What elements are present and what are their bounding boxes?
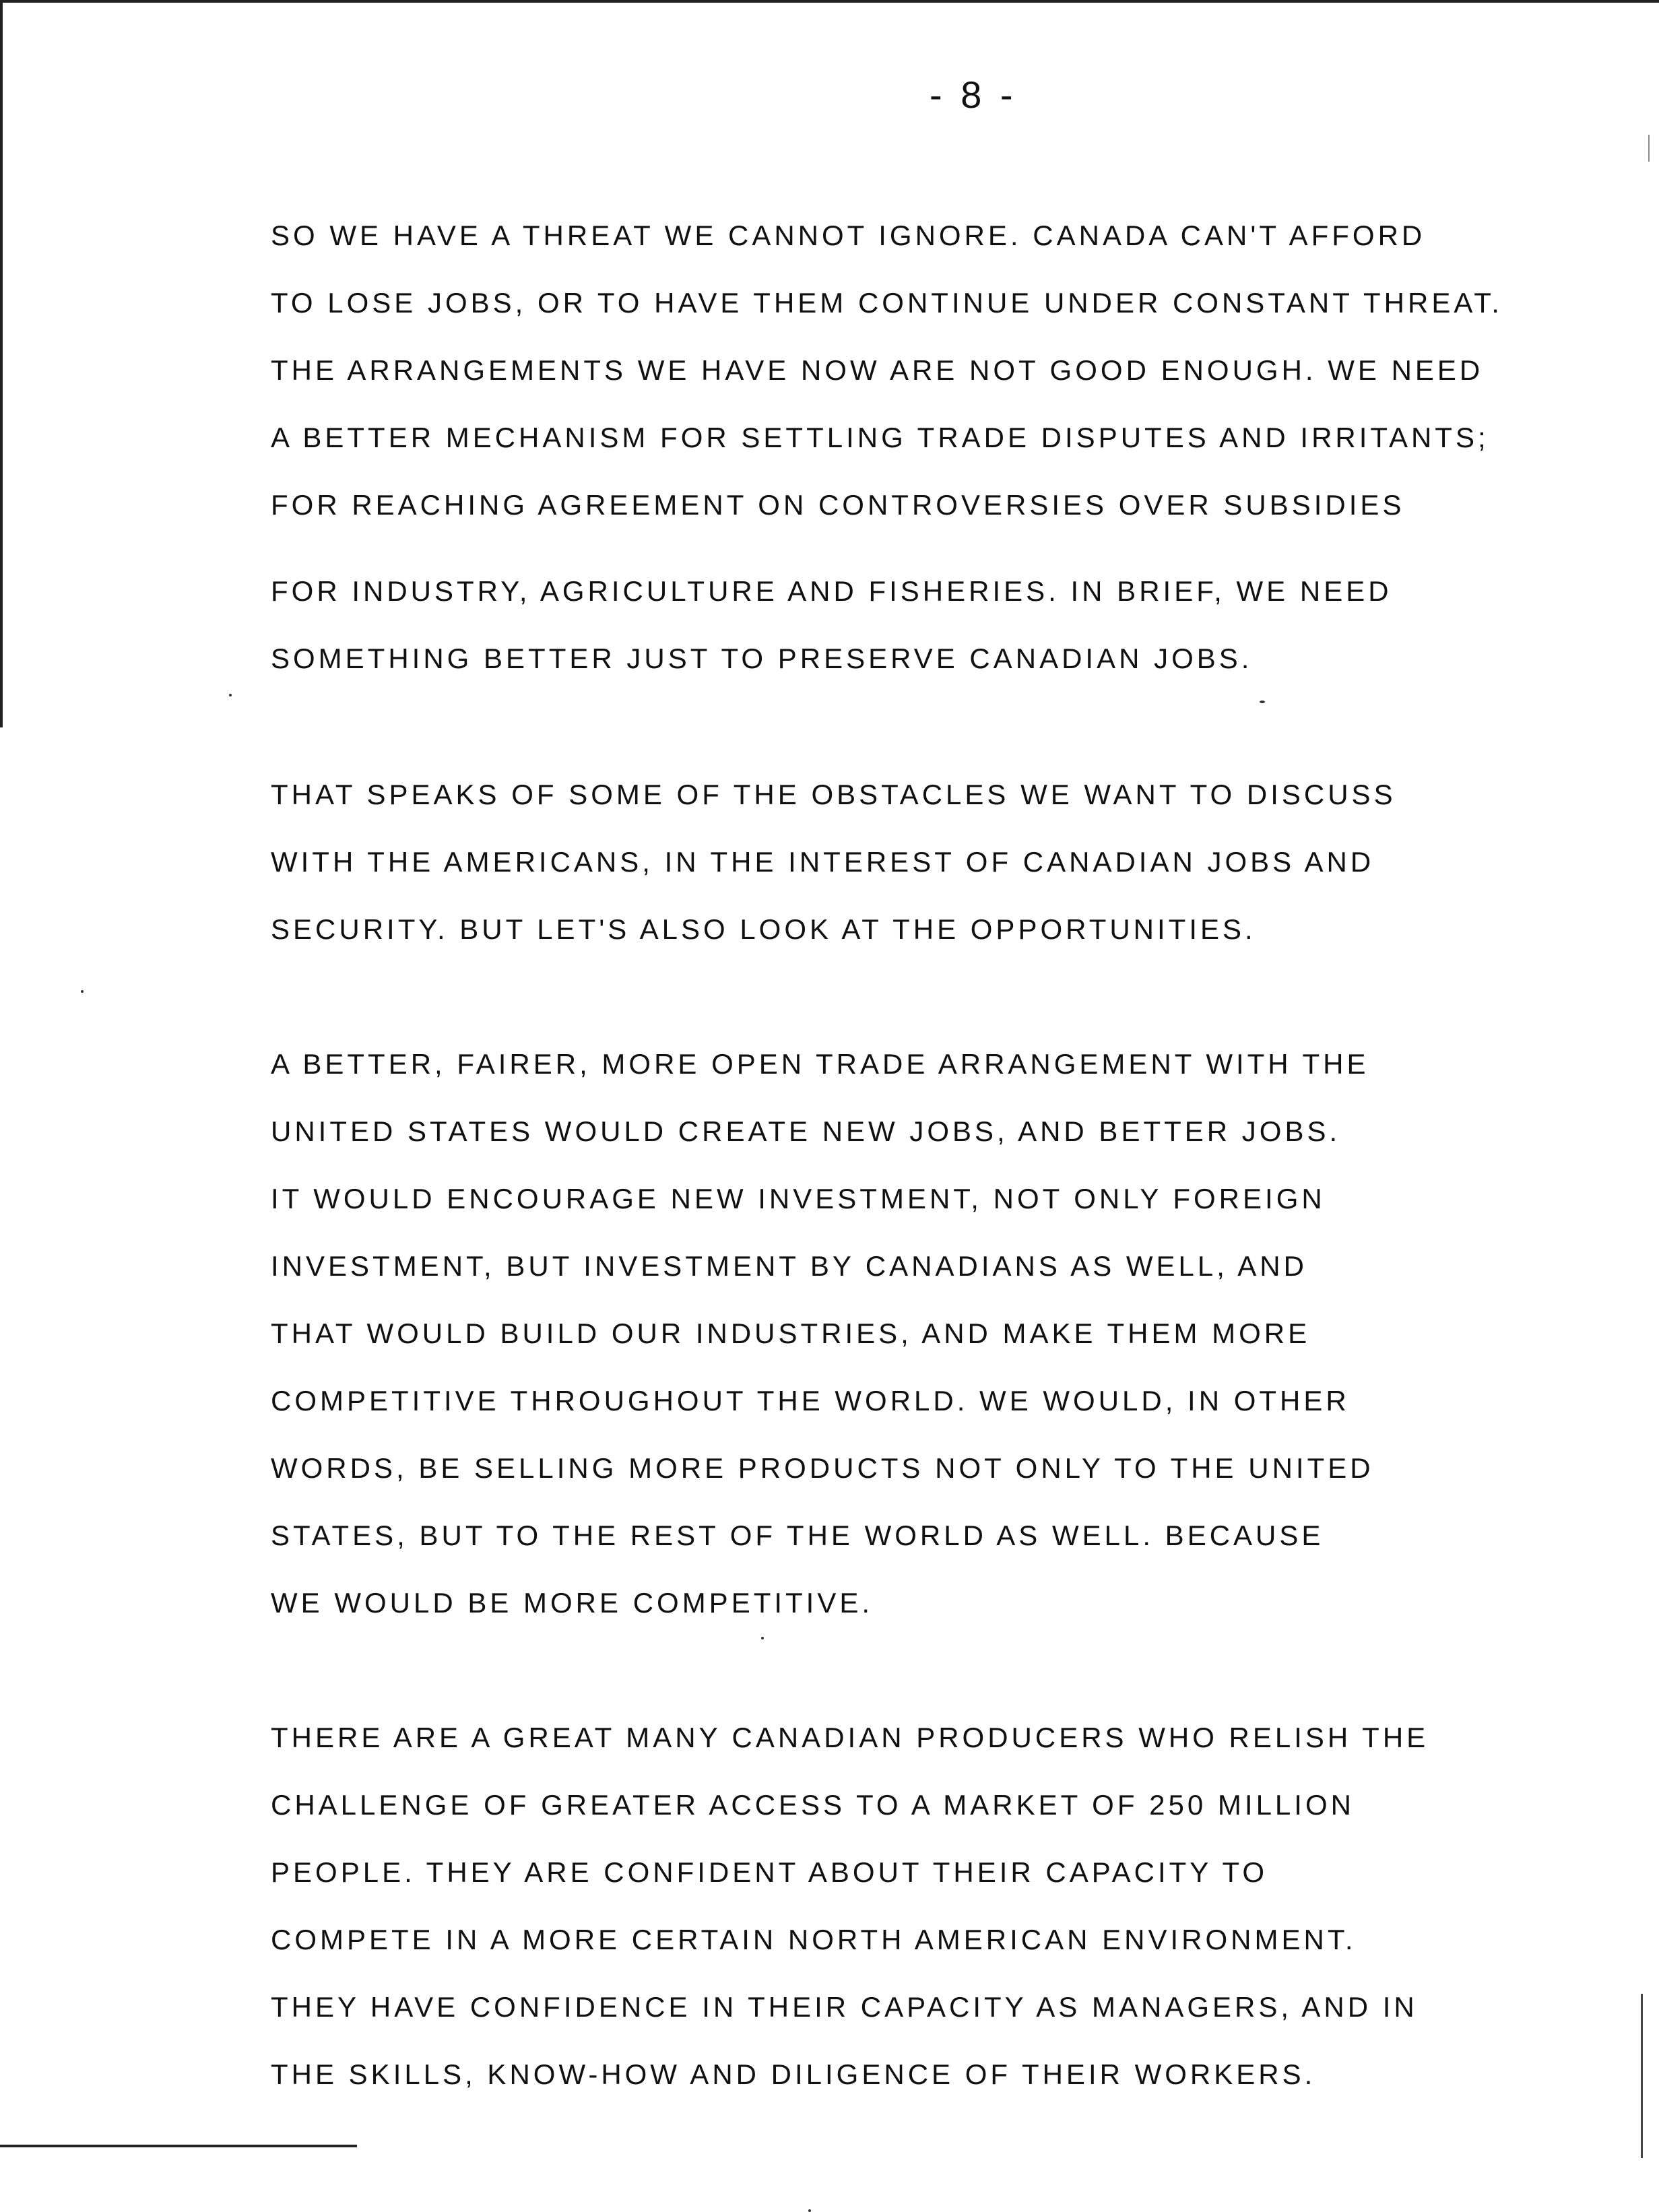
text-line: A BETTER, FAIRER, MORE OPEN TRADE ARRANGEMENT WITH THE [271,1048,1369,1080]
paragraph-threat [271,202,1551,692]
scan-speck [761,1637,764,1639]
scan-speck [1260,701,1265,703]
text-line: A BETTER MECHANISM FOR SETTLING TRADE DISPUTES AND IRRITANTS; [271,422,1489,453]
text-line: UNITED STATES WOULD CREATE NEW JOBS, AND BETTER JOBS. [271,1115,1341,1147]
text-line: INVESTMENT, BUT INVESTMENT BY CANADIANS AS WELL, AND [271,1250,1307,1282]
text-line: SECURITY. BUT LET'S ALSO LOOK AT THE OPPORTUNITIES. [271,913,1256,945]
text-line: COMPETITIVE THROUGHOUT THE WORLD. WE WOULD, IN OTHER [271,1385,1350,1417]
text-line: PEOPLE. THEY ARE CONFIDENT ABOUT THEIR CAPACITY TO [271,1856,1268,1888]
text-line: FOR REACHING AGREEMENT ON CONTROVERSIES OVER SUBSIDIES [271,489,1405,521]
scan-speck [229,694,232,696]
text-line: SOMETHING BETTER JUST TO PRESERVE CANADIAN JOBS. [271,643,1253,674]
text-line: CHALLENGE OF GREATER ACCESS TO A MARKET OF 250 MILLION [271,1789,1355,1821]
scan-edge-right [1641,1994,1643,2158]
text-line: THERE ARE A GREAT MANY CANADIAN PRODUCERS WHO RELISH THE [271,1722,1429,1753]
scan-edge-bottom [0,2145,357,2147]
paragraph-producers [271,1704,1551,2108]
text-line: TO LOSE JOBS, OR TO HAVE THEM CONTINUE UNDER CONSTANT THREAT. [271,287,1503,319]
text-line: WORDS, BE SELLING MORE PRODUCTS NOT ONLY TO THE UNITED [271,1452,1374,1484]
scan-edge-left [0,0,3,727]
scan-speck [808,2209,811,2212]
text-line: THE ARRANGEMENTS WE HAVE NOW ARE NOT GOOD ENOUGH. WE NEED [271,354,1484,386]
text-line: THEY HAVE CONFIDENCE IN THEIR CAPACITY AS MANAGERS, AND IN [271,1991,1418,2023]
text-line: IT WOULD ENCOURAGE NEW INVESTMENT, NOT ONLY FOREIGN [271,1183,1326,1214]
text-line: WE WOULD BE MORE COMPETITIVE. [271,1587,874,1619]
scan-mark-right [1648,135,1650,162]
scan-edge-top [0,0,1659,3]
text-line: THAT WOULD BUILD OUR INDUSTRIES, AND MAKE THEM MORE [271,1318,1311,1349]
text-line: COMPETE IN A MORE CERTAIN NORTH AMERICAN ENVIRONMENT. [271,1924,1357,1955]
text-line: FOR INDUSTRY, AGRICULTURE AND FISHERIES. IN BRIEF, WE NEED [271,575,1392,607]
text-line: THAT SPEAKS OF SOME OF THE OBSTACLES WE WANT TO DISCUSS [271,779,1396,810]
paragraph-obstacles [271,761,1551,963]
text-line: WITH THE AMERICANS, IN THE INTEREST OF CANADIAN JOBS AND [271,846,1375,878]
text-line: SO WE HAVE A THREAT WE CANNOT IGNORE. CANADA CAN'T AFFORD [271,220,1426,251]
text-line: THE SKILLS, KNOW-HOW AND DILIGENCE OF THEIR WORKERS. [271,2058,1316,2090]
text-line: STATES, BUT TO THE REST OF THE WORLD AS WELL. BECAUSE [271,1520,1324,1551]
page-number: - 8 - [930,73,1017,116]
paragraph-opportunities [271,1031,1551,1637]
scan-speck [81,990,84,993]
